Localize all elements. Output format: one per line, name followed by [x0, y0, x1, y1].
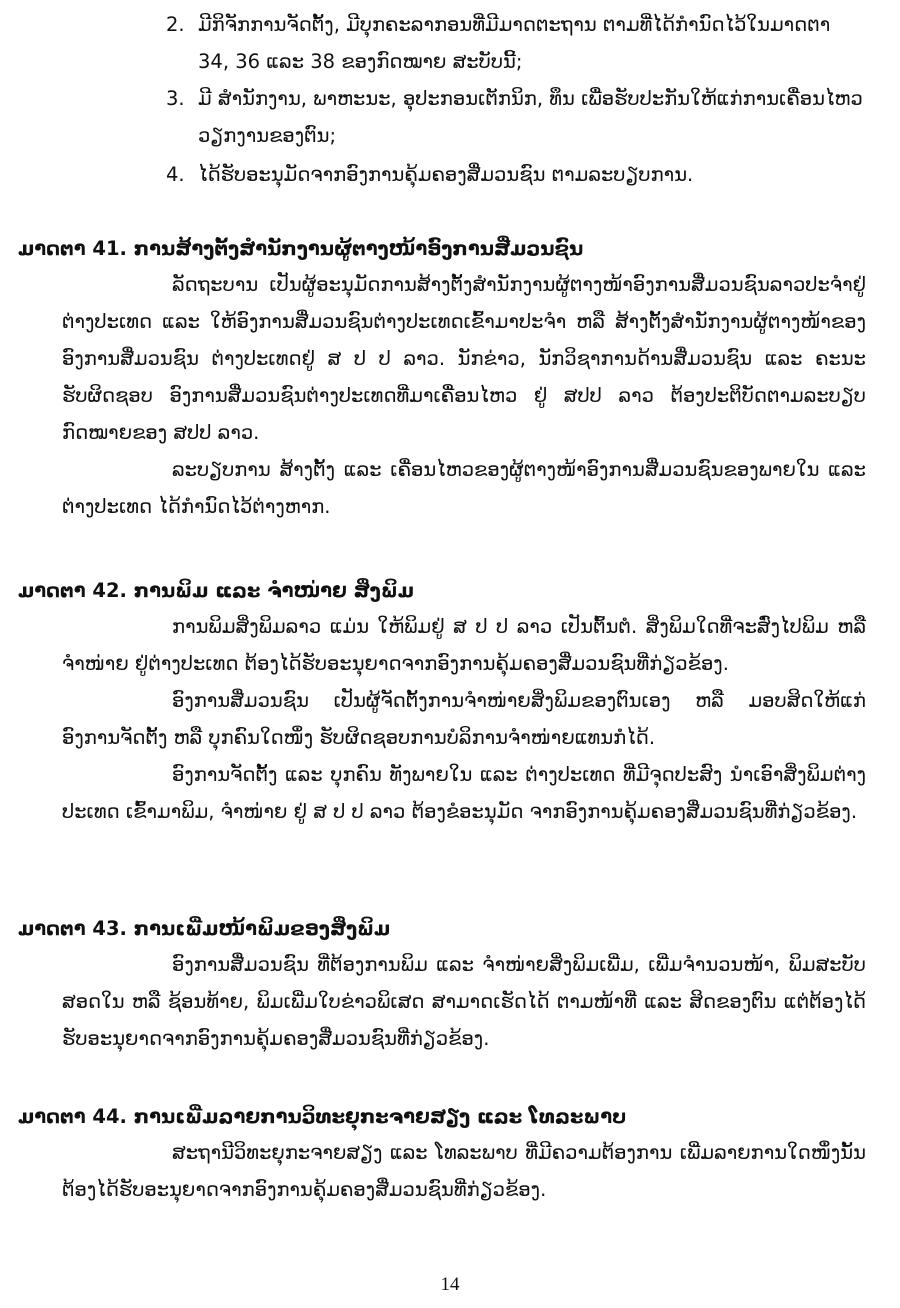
article-41: [18, 232, 866, 525]
article-paragraph: ສະຖານີວິທະຍຸກະຈາຍສຽງ ແລະ ໂທລະພາບ ທີ່ມີຄວາມຕ້ອງການ ເພີ່ມລາຍການໃດໜຶ່ງນັ້ນ ຕ້ອງໄດ້ຮັບອະນຸຍາດຈາກອົງການຄຸ້ມຄອງສື່ມວນຊົນທີ່ກ່ຽວຂ້ອງ.: [62, 1141, 866, 1201]
list-number: 4.: [166, 163, 185, 186]
article-heading: ມາດຕາ 42. ການພິມ ແລະ ຈຳໜ່າຍ ສິ່ງພິມ: [18, 579, 415, 602]
list-item: [166, 80, 866, 154]
article-heading: ມາດຕາ 44. ການເພີ່ມລາຍການວິທະຍຸກະຈາຍສຽງ ແລະ ໂທລະພາບ: [18, 1105, 627, 1128]
list-number: 3.: [166, 87, 185, 110]
article-heading: ມາດຕາ 43. ການເພີ່ມໜ້າພິມຂອງສິ່ງພິມ: [18, 917, 391, 940]
list-item: [166, 6, 866, 80]
list-text: ໄດ້ຮັບອະນຸມັດຈາກອົງການຄຸ້ມຄອງສື່ມວນຊົນ ຕາມລະບຽບການ.: [198, 163, 694, 186]
article-43: [18, 912, 866, 1057]
list-item: [166, 156, 866, 193]
page-number: 14: [440, 1274, 460, 1295]
article-44: [18, 1100, 866, 1208]
list-number: 2.: [166, 13, 185, 36]
article-heading: ມາດຕາ 41. ການສ້າງຕັ້ງສຳນັກງານຜູ້ຕາງໜ້າອົງການສື່ມວນຊົນ: [18, 237, 584, 260]
article-42: [18, 574, 866, 830]
article-paragraph: ລະບຽບການ ສ້າງຕັ້ງ ແລະ ເຄື່ອນໄຫວຂອງຜູ້ຕາງໜ້າອົງການສື່ມວນຊົນຂອງພາຍໃນ ແລະ ຕ່າງປະເທດ ໄດ້ກຳນົດໄວ້ຕ່າງຫາກ.: [62, 458, 866, 518]
article-paragraph: ອົງການສື່ມວນຊົນ ທີ່ຕ້ອງການພິມ ແລະ ຈຳໜ່າຍສິ່ງພິມເພີ່ມ, ເພີ່ມຈຳນວນໜ້າ, ພິມສະບັບສອດໃນ ຫລື ຊ້ອນທ້າຍ, ພິມເພີ່ມໃບຂ່າວພິເສດ ສາມາດເຮັດໄດ້ ຕາມໜ້າທີ່ ແລະ ສິດຂອງຕົນ ແຕ່ຕ້ອງໄດ້ຮັບອະນຸຍາດຈາກອົງການຄຸ້ມຄອງສື່ມວນຊົນທີ່ກ່ຽວຂ້ອງ.: [62, 953, 866, 1050]
article-paragraph: ລັດຖະບານ ເປັນຜູ້ອະນຸມັດການສ້າງຕັ້ງສຳນັກງານຜູ້ຕາງໜ້າອົງການສື່ມວນຊົນລາວປະຈຳຢູ່ຕ່າງປະເທດ ແລະ ໃຫ້ອົງການສື່ມວນຊົນຕ່າງປະເທດເຂົ້າມາປະຈຳ ຫລື ສ້າງຕັ້ງສຳນັກງານຜູ້ຕາງໜ້າຂອງອົງການສື່ມວນຊົນ ຕ່າງປະເທດຢູ່ ສ ປ ປ ລາວ. ນັກຂ່າວ, ນັກວິຊາການດ້ານສື່ມວນຊົນ ແລະ ຄະນະຮັບຜິດຊອບ ອົງການສື່ມວນຊົນຕ່າງປະເທດທີ່ມາເຄື່ອນໄຫວ ຢູ່ ສປປ ລາວ ຕ້ອງປະຕິບັດຕາມລະບຽບກົດໝາຍຂອງ ສປປ ລາວ.: [62, 273, 866, 444]
article-paragraph: ອົງການຈັດຕັ້ງ ແລະ ບຸກຄົນ ທັງພາຍໃນ ແລະ ຕ່າງປະເທດ ທີ່ມີຈຸດປະສົງ ນຳເອົາສິ່ງພິມຕ່າງປະເທດ ເຂົ້າມາພິມ, ຈຳໜ່າຍ ຢູ່ ສ ປ ປ ລາວ ຕ້ອງຂໍອະນຸມັດ ຈາກອົງການຄຸ້ມຄອງສື່ມວນຊົນທີ່ກ່ຽວຂ້ອງ.: [62, 763, 866, 823]
list-text: ມີກິຈັກການຈັດຕັ້ງ, ມີບຸກຄະລາກອນທີ່ມີມາດຕະຖານ ຕາມທີ່ໄດ້ກຳນົດໄວ້ໃນມາດຕາ 34, 36 ແລະ 38 ຂອງກົດໝາຍ ສະບັບນີ້;: [198, 13, 831, 73]
article-paragraph: ການພິມສິ່ງພິມລາວ ແມ່ນ ໃຫ້ພິມຢູ່ ສ ປ ປ ລາວ ເປັນຕົ້ນຕໍ. ສິ່ງພິມໃດທີ່ຈະສົ່ງໄປພິມ ຫລື ຈຳໜ່າຍ ຢູ່ຕ່າງປະເທດ ຕ້ອງໄດ້ຮັບອະນຸຍາດຈາກອົງການຄຸ້ມຄອງສື່ມວນຊົນທີ່ກ່ຽວຂ້ອງ.: [62, 615, 866, 675]
article-paragraph: ອົງການສື່ມວນຊົນ ເປັນຜູ້ຈັດຕັ້ງການຈຳໜ່າຍສິ່ງພິມຂອງຕົນເອງ ຫລື ມອບສິດໃຫ້ແກ່ອົງການຈັດຕັ້ງ ຫລື ບຸກຄົນໃດໜຶ່ງ ຮັບຜິດຊອບການບໍລິການຈຳໜ່າຍແທນກໍໄດ້.: [62, 689, 866, 749]
list-text: ມີ ສຳນັກງານ, ພາຫະນະ, ອຸປະກອນເຕັກນິກ, ທຶນ ເພື່ອຮັບປະກັນໃຫ້ແກ່ການເຄື່ອນໄຫວວຽກງານຂອງຕົນ;: [198, 87, 863, 147]
